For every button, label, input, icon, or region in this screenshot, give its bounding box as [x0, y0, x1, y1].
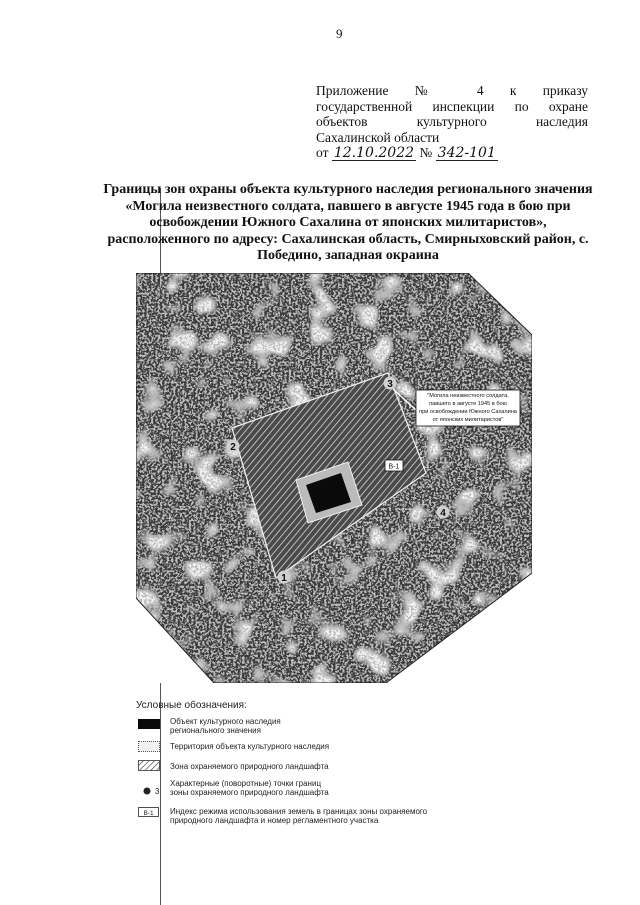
index-box-label: В-1 — [143, 809, 154, 817]
number-prefix: № — [419, 145, 433, 160]
callout-line: павшего в августе 1945 в бою — [429, 401, 507, 407]
legend-item-object — [136, 717, 566, 739]
callout-line: при освобождении Южного Сахалина — [419, 409, 517, 415]
appendix-line-3 — [316, 114, 588, 130]
appendix-header — [316, 83, 588, 161]
page-number: 9 — [336, 26, 343, 41]
callout-line: "Могила неизвестного солдата, — [427, 393, 509, 399]
callout-line: от японских милитаристов" — [432, 417, 504, 423]
satellite-map — [136, 273, 532, 683]
appendix-word: инспекции — [432, 98, 495, 114]
appendix-line-2 — [316, 99, 588, 115]
legend-item-zone — [136, 759, 566, 779]
appendix-date-line — [316, 145, 588, 161]
map-svg — [136, 273, 532, 683]
map-legend — [136, 700, 566, 831]
map-point-label: 2 — [230, 442, 236, 453]
legend-item-territory — [136, 739, 566, 759]
appendix-word: по — [514, 98, 529, 114]
legend-item-text: Объект культурного наследия регионального значения — [170, 717, 281, 735]
document-title: Границы зон охраны объекта культурного наследия регионального значения «Могила неизвестного солдата, павшего в августе 1945 года в бою при освобождении Южного Сахалина от японских милитаристов», расположенного по адресу: Сахалинская область, Смирныховский район, с. Победино, западная окраина — [103, 182, 593, 263]
map-point-label: 4 — [440, 508, 446, 519]
handwritten-date: 12.10.2022 — [333, 145, 415, 161]
dotted-outline-swatch — [138, 741, 160, 752]
index-box-icon — [138, 807, 160, 820]
point-marker-icon — [142, 785, 162, 799]
appendix-word: № — [414, 83, 451, 98]
black-fill-swatch — [138, 719, 160, 729]
zone-index-badge — [385, 460, 403, 471]
legend-item-text: Индекс режима использования земель в границах зоны охраняемого природного ландшафта и номер регламентного участка — [170, 807, 428, 825]
legend-item-text: Зона охраняемого природного ландшафта — [170, 762, 329, 771]
appendix-word: охране — [548, 98, 589, 114]
zone-index-label: В-1 — [388, 463, 400, 471]
legend-item-points — [136, 779, 566, 807]
legend-heading: Условные обозначения: — [136, 700, 247, 711]
legend-item-text: Территория объекта культурного наследия — [170, 742, 330, 751]
appendix-line-4: Сахалинской области — [316, 129, 440, 145]
appendix-word: приказу — [542, 83, 589, 98]
appendix-word: Приложение — [316, 83, 389, 98]
map-point-label: 3 — [387, 379, 393, 390]
appendix-line-1 — [316, 83, 588, 99]
handwritten-number: 342-101 — [437, 145, 496, 161]
point-marker-label: 3 — [155, 787, 160, 796]
legend-item-text: Характерные (поворотные) точки границ зоны охраняемого природного ландшафта — [170, 779, 329, 797]
date-prefix: от — [316, 145, 329, 160]
appendix-word: к — [509, 83, 517, 98]
appendix-word: государственной — [316, 98, 413, 114]
appendix-word: объектов — [316, 114, 368, 129]
appendix-word: 4 — [476, 83, 484, 98]
appendix-word: культурного — [416, 114, 487, 129]
map-point-label: 1 — [281, 573, 287, 584]
hatched-swatch — [138, 760, 160, 773]
legend-item-index — [136, 807, 566, 831]
appendix-word: наследия — [535, 114, 589, 129]
